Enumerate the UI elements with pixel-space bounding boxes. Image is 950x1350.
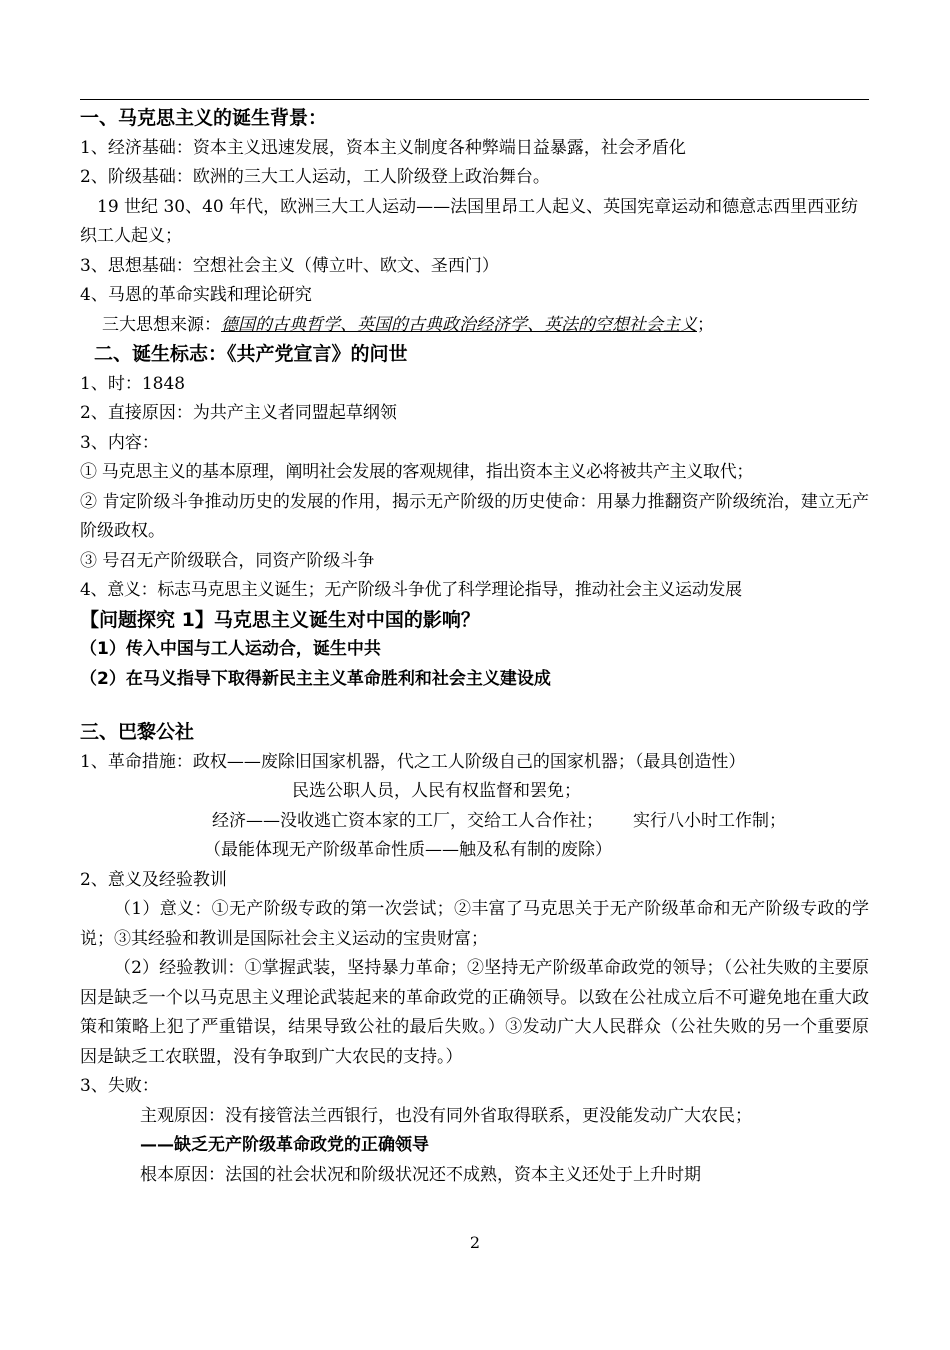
question-1-answer-2: （2）在马义指导下取得新民主主义革命胜利和社会主义建设成 xyxy=(80,668,551,689)
s3-measures-4: （最能体现无产阶级革命性质——触及私有制的废除） xyxy=(204,840,612,860)
document-body xyxy=(80,100,869,1190)
s2-content-3: ③ 号召无产阶级联合，同资产阶级斗争 xyxy=(80,550,375,571)
s3-subtitle-3: 3、失败： xyxy=(80,1076,159,1096)
s3-failure-1: 主观原因：没有接管法兰西银行，也没有同外省取得联系，更没能发动广大农民； xyxy=(140,1105,752,1126)
question-1-title: 【问题探究 1】马克思主义诞生对中国的影响？ xyxy=(80,608,480,631)
three-sources-underlined: 德国的古典哲学、英国的古典政治经济学、英法的空想社会主义 xyxy=(221,314,697,335)
s3-lessons: （2）经验教训：①掌握武装，坚持暴力革命；②坚持无产阶级革命政党的领导；（公社失败的主要原因是缺乏一个以马克思主义理论武装起来的革命政党的正确领导。以致在公社成立后不可避免地在重大政策和策略上犯了严重错误，结果导致公社的最后失败。）③发动广大人民群众（公社失败的另一个重要原因是缺乏工农联盟，没有争取到广大农民的支持。） xyxy=(80,958,869,1067)
s1-line-3: 19 世纪 30、40 年代，欧洲三大工人运动——法国里昂工人起义、英国宪章运动和德意志西里西亚纺织工人起义； xyxy=(80,196,859,246)
s2-content-1: ① 马克思主义的基本原理，阐明社会发展的客观规律，指出资本主义必将被共产主义取代； xyxy=(80,462,754,482)
page-number: 2 xyxy=(469,1233,481,1252)
s2-line-1: 1、时：1848 xyxy=(80,373,186,394)
s3-measures-1: 1、革命措施：政权——废除旧国家机器，代之工人阶级自己的国家机器；（最具创造性） xyxy=(80,751,746,772)
s3-subtitle-2: 2、意义及经验教训 xyxy=(80,869,227,890)
s1-line-5: 4、马恩的革命实践和理论研究 xyxy=(80,285,312,305)
s2-line-3: 3、内容： xyxy=(80,432,159,453)
s1-line-4: 3、思想基础：空想社会主义（傅立叶、欧文、圣西门） xyxy=(80,255,499,276)
s3-measures-3a: 经济——没收逃亡资本家的工厂，交给工人合作社； xyxy=(212,810,603,831)
s3-measures-3 xyxy=(80,807,869,837)
section-2-title: 二、诞生标志：《共产党宣言》的问世 xyxy=(94,343,408,365)
section-3-title: 三、巴黎公社 xyxy=(80,721,195,743)
s1-line-1: 1、经济基础：资本主义迅速发展，资本主义制度各种弊端日益暴露，社会矛盾化 xyxy=(80,137,686,158)
s2-line-4: 4、意义：标志马克思主义诞生；无产阶级斗争优了科学理论指导，推动社会主义运动发展 xyxy=(80,580,742,600)
s3-measures-3b: 实行八小时工作制； xyxy=(633,810,786,831)
s3-significance: （1）意义：①无产阶级专政的第一次尝试；②丰富了马克思关于无产阶级革命和无产阶级专政的学说；③其经验和教训是国际社会主义运动的宝贵财富； xyxy=(80,899,869,949)
s2-line-2: 2、直接原因：为共产主义者同盟起草纲领 xyxy=(80,403,397,423)
s1-line-6-suffix: ； xyxy=(697,314,714,335)
section-1-title: 一、马克思主义的诞生背景： xyxy=(80,107,328,129)
s1-line-6 xyxy=(80,311,869,341)
question-1-answer-1: （1）传入中国与工人运动合，诞生中共 xyxy=(80,639,381,659)
s1-line-2: 2、阶级基础：欧洲的三大工人运动，工人阶级登上政治舞台。 xyxy=(80,167,550,187)
s3-measures-2: 民选公职人员，人民有权监督和罢免； xyxy=(292,781,581,801)
s1-line-6-prefix: 三大思想来源： xyxy=(102,314,221,335)
s2-content-2: ② 肯定阶级斗争推动历史的发展的作用，揭示无产阶级的历史使命：用暴力推翻资产阶级统治，建立无产阶级政权。 xyxy=(80,491,869,541)
s3-failure-3: 根本原因：法国的社会状况和阶级状况还不成熟，资本主义还处于上升时期 xyxy=(140,1164,701,1185)
s3-failure-2: ——缺乏无产阶级革命政党的正确领导 xyxy=(140,1135,429,1155)
